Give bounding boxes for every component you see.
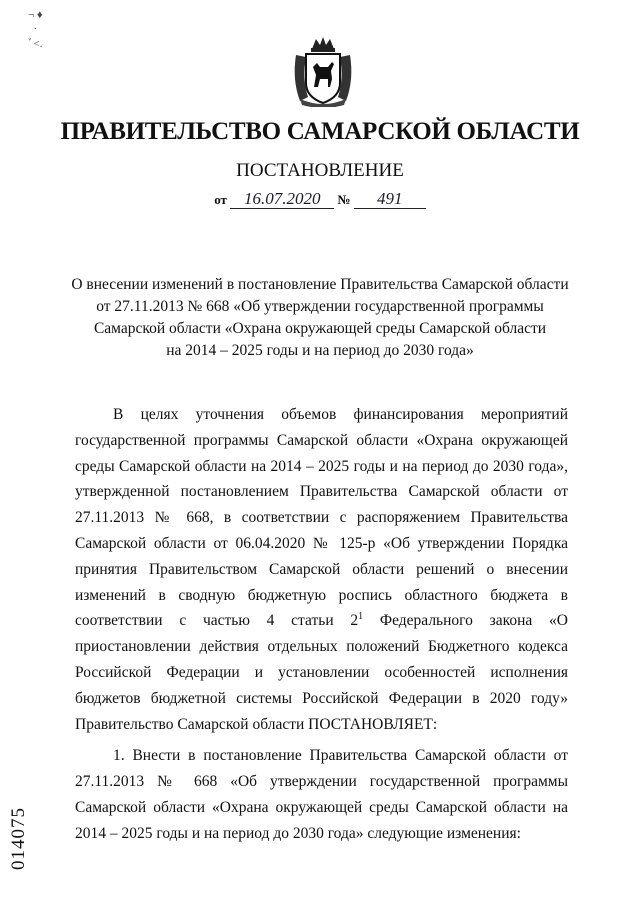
date-prefix: от bbox=[214, 192, 227, 207]
superscript-1: 1 bbox=[358, 611, 364, 623]
date-value: 16.07.2020 bbox=[230, 190, 334, 209]
corner-marks bbox=[28, 8, 43, 51]
coat-of-arms-emblem bbox=[290, 35, 356, 107]
corner-mark-4: ﾞ<. bbox=[28, 37, 43, 50]
subject-line-2: от 27.11.2013 № 668 «Об утверждении государственной программы bbox=[96, 298, 544, 315]
paragraph-item-1: 1. Внести в постановление Правительства Самарской области от 27.11.2013 № 668 «Об утверждении государственной программы Самарской области «Охрана окружающей среды Самарской области на 2014 – 2025 годы и на период до 2030 года» следующие изменения: bbox=[75, 747, 568, 842]
number-value: 491 bbox=[354, 190, 426, 209]
preamble-part-2: Федерального закона «О приостановлении действия отдельных положений Бюджетного кодекса Российской Федерации и установлении особенностей исполнения бюджетов бюджетной системы Российской Федерации в 2020 году» Правительство Самарской области ПОСТАНОВЛЯЕТ: bbox=[75, 612, 568, 733]
document-subject bbox=[60, 274, 580, 362]
number-prefix: № bbox=[337, 192, 351, 207]
subject-line-1: О внесении изменений в постановление Правительства Самарской области bbox=[71, 276, 569, 293]
subject-line-3: Самарской области «Охрана окружающей среды Самарской области bbox=[93, 320, 547, 337]
preamble-part-1: В целях уточнения объемов финансирования мероприятий государственной программы Самарской области «Охрана окружающей среды Самарской области на 2014 – 2025 годы и на период до 2030 года», утвержденной постановлением Правительства Самарской области от 27.11.2013 № 668, в соответствии с распоряжением Правительства Самарской области от 06.04.2020 № 125-р «Об утверждении Порядка принятия Правительством Самарской области решений о внесении изменений в сводную бюджетную роспись областного бюджета в соответствии с частью 4 статьи 2 bbox=[75, 406, 568, 630]
subject-line-4: на 2014 – 2025 годы и на период до 2030 года» bbox=[166, 342, 474, 359]
date-number-line bbox=[0, 190, 640, 209]
paragraph-preamble bbox=[75, 402, 568, 737]
document-type: ПОСТАНОВЛЕНИЕ bbox=[236, 160, 404, 181]
serial-number: 014075 bbox=[8, 807, 29, 870]
organization-title: ПРАВИТЕЛЬСТВО САМАРСКОЙ ОБЛАСТИ bbox=[60, 118, 580, 145]
document-body bbox=[75, 402, 568, 847]
corner-mark-2: · bbox=[28, 23, 38, 36]
corner-mark-1: ¬ ♦ bbox=[28, 9, 43, 21]
